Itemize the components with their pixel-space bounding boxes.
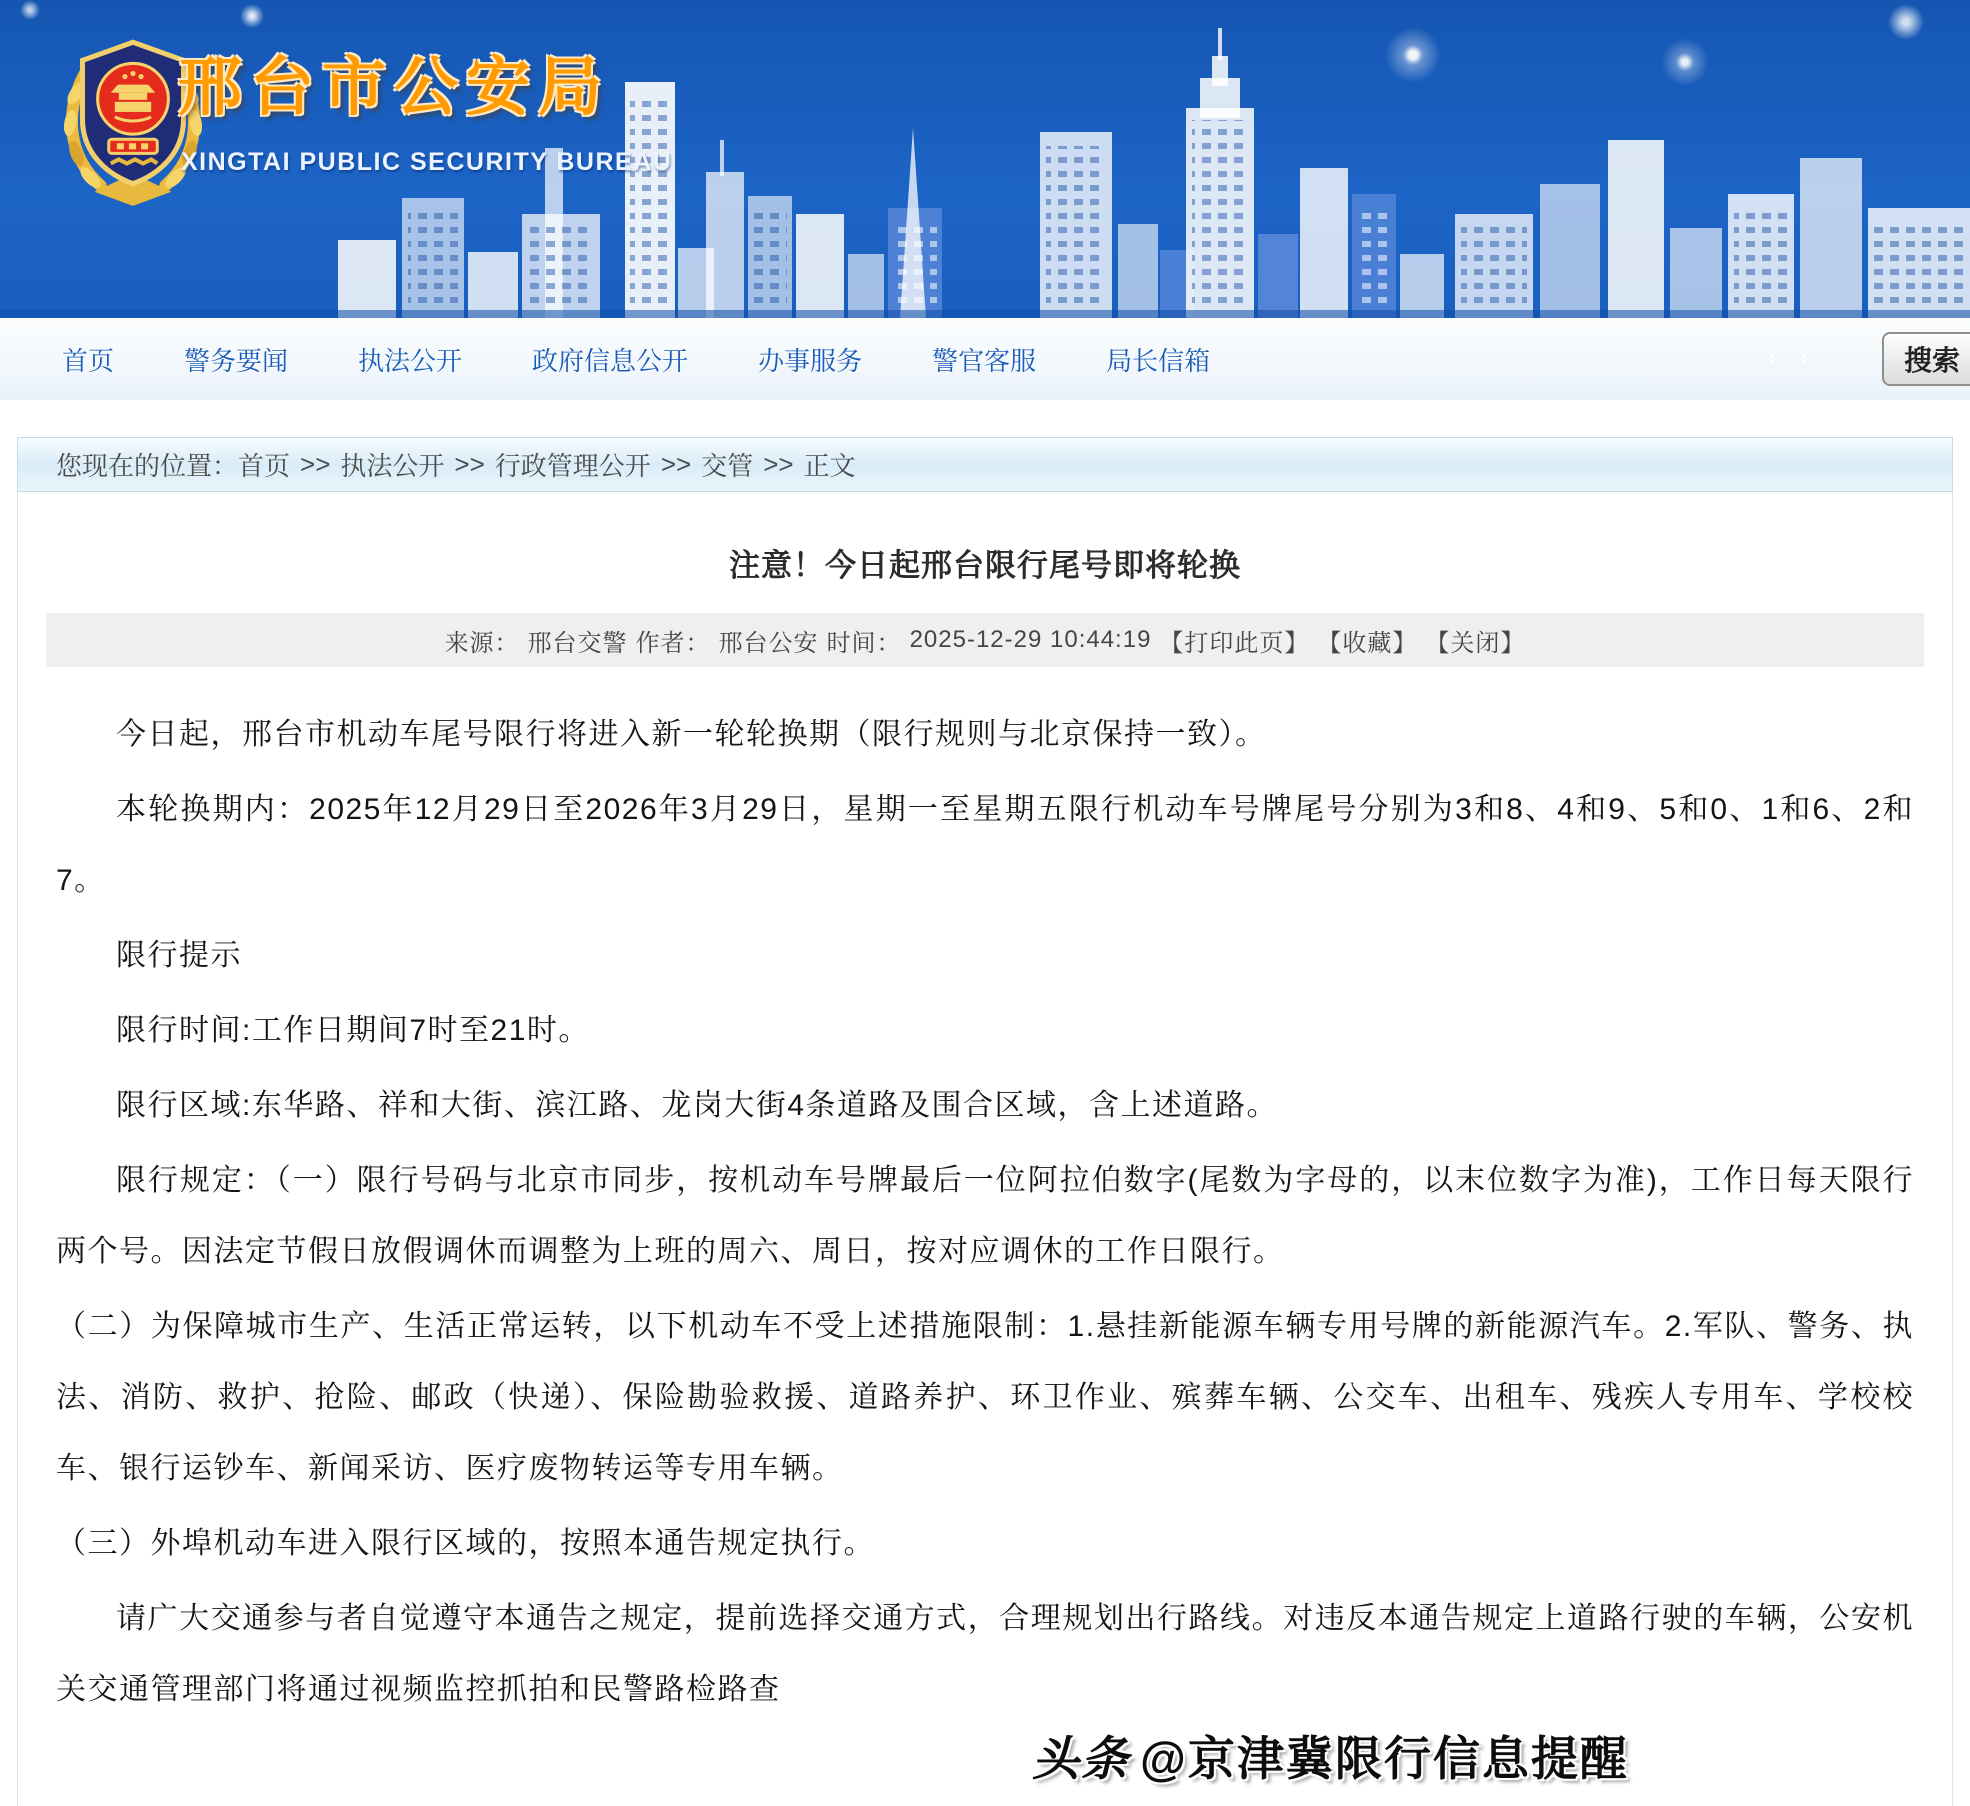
article-paragraph: 限行规定：（一）限行号码与北京市同步，按机动车号牌最后一位阿拉伯数字(尾数为字母的，以末位数字为准)，工作日每天限行两个号。因法定节假日放假调休而调整为上班的周六、周日，按对应调休的工作日限行。 [56, 1164, 1914, 1268]
nav-item-gov-info[interactable]: 政府信息公开 [532, 345, 689, 376]
article-paragraph: 限行区域:东华路、祥和大街、滨江路、龙岗大街4条道路及围合区域，含上述道路。 [116, 1089, 1279, 1122]
nav-item-home[interactable]: 首页 [62, 345, 115, 376]
meta-time-label: 时间： [826, 629, 902, 657]
nav-item-director-mailbox[interactable]: 局长信箱 [1106, 345, 1211, 376]
article-body [46, 667, 1924, 1725]
article-paragraph: （三）外埠机动车进入限行区域的，按照本通告规定执行。 [56, 1527, 875, 1560]
nav-item-law-enforcement[interactable]: 执法公开 [358, 345, 463, 376]
meta-source-label: 来源： [444, 629, 520, 657]
breadcrumb-separator: >> [763, 449, 794, 479]
chevron-right-decoration-icon: › › [1768, 342, 1817, 372]
article-paragraph: （二）为保障城市生产、生活正常运转，以下机动车不受上述措施限制：1.悬挂新能源车辆专用号牌的新能源汽车。2.军队、警务、执法、消防、救护、抢险、邮政（快递）、保险勘验救援、道路养护、环卫作业、殡葬车辆、公交车、出租车、残疾人专用车、学校校车、银行运钞车、新闻采访、医疗废物转运等专用车辆。 [56, 1310, 1914, 1485]
favorite-button[interactable]: 【收藏】 [1317, 629, 1418, 657]
breadcrumb-link-home[interactable]: 首页 [238, 451, 291, 481]
watermark [1032, 1722, 1629, 1789]
article-paragraph: 请广大交通参与者自觉遵守本通告之规定，提前选择交通方式，合理规划出行路线。对违反本通告规定上道路行驶的车辆，公安机关交通管理部门将通过视频监控抓拍和民警路检路查 [56, 1602, 1914, 1706]
site-banner [0, 0, 1970, 318]
close-button[interactable]: 【关闭】 [1425, 629, 1526, 657]
article-paragraph: 本轮换期内：2025年12月29日至2026年3月29日，星期一至星期五限行机动车号牌尾号分别为3和8、4和9、5和0、1和6、2和7。 [56, 793, 1914, 897]
article-paragraph: 限行提示 [116, 939, 242, 972]
breadcrumb [17, 437, 1953, 492]
site-title: 邢台市公安局 [178, 51, 610, 123]
breadcrumb-link-admin-disclosure[interactable]: 行政管理公开 [494, 451, 651, 481]
breadcrumb-separator: >> [660, 449, 692, 479]
article-meta-bar [46, 613, 1924, 667]
breadcrumb-link-law-enforcement[interactable]: 执法公开 [340, 451, 445, 481]
article-title: 注意！今日起邢台限行尾号即将轮换 [729, 548, 1241, 583]
breadcrumb-prefix: 您现在的位置： [56, 451, 239, 481]
breadcrumb-link-traffic[interactable]: 交管 [701, 451, 754, 481]
search-button[interactable]: 搜索 [1882, 332, 1970, 386]
toutiao-logo-icon: 头条 [1032, 1732, 1130, 1785]
meta-time: 2025-12-29 10:44:19 [909, 626, 1152, 653]
breadcrumb-separator: >> [454, 449, 485, 479]
meta-author: 邢台公安 [718, 629, 819, 657]
site-subtitle: XINGTAI PUBLIC SECURITY BUREAU [181, 148, 673, 176]
breadcrumb-current: 正文 [803, 451, 856, 481]
print-page-button[interactable]: 【打印此页】 [1159, 629, 1310, 657]
nav-item-officer-service[interactable]: 警官客服 [932, 345, 1037, 376]
breadcrumb-separator: >> [300, 449, 331, 479]
meta-source: 邢台交警 [527, 629, 628, 657]
article-paragraph: 限行时间:工作日期间7时至21时。 [116, 1014, 590, 1047]
meta-author-label: 作者： [635, 629, 711, 657]
article-paragraph: 今日起，邢台市机动车尾号限行将进入新一轮轮换期（限行规则与北京保持一致）。 [116, 718, 1267, 751]
main-nav [0, 318, 1970, 400]
watermark-handle: @京津冀限行信息提醒 [1140, 1732, 1629, 1785]
nav-item-services[interactable]: 办事服务 [758, 345, 863, 376]
article-container [17, 492, 1953, 1806]
nav-item-police-news[interactable]: 警务要闻 [184, 345, 289, 376]
